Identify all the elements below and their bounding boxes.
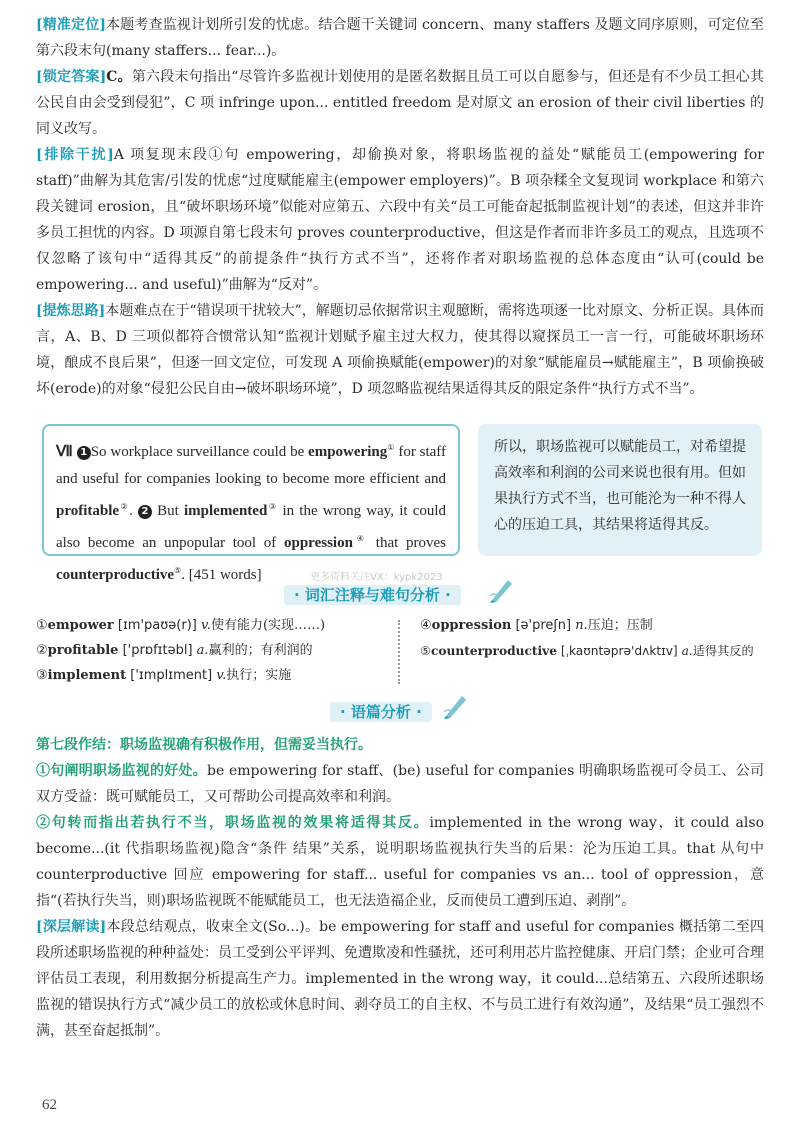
sentence-1-part-c: . — [129, 503, 138, 519]
vocab-def: 执行；实施 — [226, 668, 292, 683]
pen-icon — [442, 692, 468, 720]
vocab-def: 适得其反的 — [692, 644, 754, 658]
sentence-2-part-c: that proves — [368, 535, 447, 551]
answer-letter: C。 — [106, 69, 132, 85]
vocab-num: ③ — [36, 668, 48, 683]
vocab-phonetic: [ˌkaʊntəprə'dʌktɪv] — [560, 644, 678, 658]
deep-reading-text: 本段总结观点，收束全文(So...)。be empowering for staff and useful for companies 概括第二至四段所述职场监视的种种益处：员工受到公平评判、免遭欺凌和性骚扰，还可利用芯片监控健康、开启门禁；企业可合理评估员工表现，利用数据分析提高生产力。implemented in the wrong way，it could...总结第五、六段所述职场监视的错误执行方式“减少员工的放松或休息时间、剥夺员工的自主权、不与员工进行有效沟通”，及结果“员工强烈不满，甚至奋起抵制”。 — [36, 919, 765, 1039]
vocab-item-2 — [36, 639, 313, 663]
vocab-pos: a. — [196, 643, 209, 658]
paragraph-summary — [36, 732, 764, 758]
vocab-num: ① — [36, 618, 48, 633]
vocab-phonetic: [ə'preʃn] — [515, 618, 572, 633]
analysis-2-text: implemented in the wrong way，it could also become...(it 代指职场监视)隐含“条件 结果”关系，说明职场监视执行失当的后果：沦为压迫工具。that 从句中 counterproductive 回应 empowering for staff... useful for companies vs an... tool of oppression，意指“(若执行失当，则)职场监视既不能赋能员工，也无法造福企业，反而使员工遭到压迫、剥削”。 — [36, 815, 764, 909]
analysis-1-head: ①句阐明职场监视的好处。 — [36, 763, 208, 779]
vocab-num: ④ — [420, 618, 432, 633]
exclude-distractors-paragraph — [36, 142, 764, 298]
vocab-pos: v. — [201, 618, 211, 633]
vocab-word: profitable — [47, 643, 119, 658]
lock-answer-tag: [锁定答案] — [36, 69, 107, 85]
vocab-word-oppression: oppression — [284, 535, 353, 551]
sentence-2-part-a: But — [151, 503, 184, 519]
vocab-def: 压迫；压制 — [587, 618, 653, 633]
vocab-def: 赢利的；有利润的 — [208, 643, 313, 658]
vocab-item-1 — [36, 614, 325, 638]
vocab-pos: n. — [575, 618, 588, 633]
note-1: ① — [387, 443, 395, 452]
sentence-2-part-d: . [451 words] — [181, 567, 262, 583]
sentence-1-part-b: for staff and useful for companies looking to become more efficient and — [56, 444, 447, 487]
paragraph-number: Ⅶ — [56, 444, 73, 460]
vocab-pos: v. — [216, 668, 227, 683]
vocab-section-title: · 词汇注释与难句分析 · — [284, 585, 461, 605]
vocab-word: oppression — [431, 618, 512, 633]
note-2: ② — [119, 502, 130, 511]
vocab-num: ② — [36, 643, 48, 658]
note-4: ④ — [352, 534, 369, 543]
sentence-1-part-a: So workplace surveillance could be — [90, 444, 309, 460]
vocab-word: empower — [47, 618, 114, 633]
vocab-phonetic: ['prɒfɪtəbl] — [122, 643, 193, 658]
discourse-section-title: · 语篇分析 · — [330, 702, 432, 722]
analysis-sentence-2 — [36, 810, 764, 914]
vocab-word-profitable: profitable — [56, 503, 120, 519]
analysis-1-text: be empowering for staff、(be) useful for companies 明确职场监视可令员工、公司双方受益：既可赋能员工，又可帮助公司提高效率和利润。 — [36, 763, 764, 805]
vocab-word-counterproductive: counterproductive — [56, 567, 175, 583]
vocab-pos: a. — [681, 644, 693, 658]
refine-thinking-tag: [提炼思路] — [36, 303, 106, 319]
precise-location-paragraph — [36, 12, 764, 64]
note-5: ⑤ — [174, 566, 182, 575]
vocab-word-implemented: implemented — [183, 503, 268, 519]
analysis-sentence-1 — [36, 758, 764, 810]
vocab-def: 使有能力(实现……) — [210, 618, 326, 633]
precise-location-tag: [精准定位] — [36, 17, 106, 33]
page-number: 62 — [42, 1097, 57, 1113]
passage-text — [56, 434, 446, 589]
sentence-1-marker: 1 — [77, 446, 91, 460]
exclude-distractors-tag: [排除干扰] — [36, 147, 114, 163]
vocab-word: counterproductive — [430, 644, 557, 658]
sentence-2-part-b: in the wrong way, it could also become an unpopular tool of — [56, 503, 447, 551]
vocab-word: implement — [47, 668, 127, 683]
lock-answer-paragraph — [36, 64, 764, 142]
precise-location-text: 本题考查监视计划所引发的忧虑。结合题干关键词 concern、many staffers 及题文同序原则，可定位至第六段末句(many staffers... fear...)。 — [36, 17, 764, 59]
refine-thinking-paragraph — [36, 298, 764, 402]
vocab-item-5 — [420, 639, 754, 663]
deep-reading-paragraph — [36, 914, 764, 1044]
deep-reading-tag: [深层解读] — [36, 919, 107, 935]
vocab-num: ⑤ — [420, 644, 431, 658]
refine-thinking-text: 本题难点在于“错误项干扰较大”，解题切忌依据常识主观臆断，需将选项逐一比对原文、分析正误。具体而言，A、B、D 三项似都符合惯常认知“监视计划赋予雇主过大权力，使其得以窥探员工一言一行，可能破坏职场环境，酿成不良后果”，但逐一回文定位，可发现 A 项偷换赋能(empower)的对象“赋能雇员→赋能雇主”，B 项偷换破坏(erode)的对象“侵犯公民自由→破坏职场环境”，D 项忽略监视结果适得其反的限定条件“执行方式不当”。 — [36, 303, 765, 397]
vocab-item-4 — [420, 614, 653, 638]
watermark: 更多资料关注VX：kypk2023 — [310, 572, 443, 583]
analysis-2-head: ②句转而指出若执行不当，职场监视的效果将适得其反。 — [36, 815, 430, 831]
pen-icon — [488, 576, 514, 604]
vocab-phonetic: [ɪm'paʊə(r)] — [117, 618, 197, 633]
note-3: ③ — [267, 502, 278, 511]
vocab-phonetic: ['ɪmplɪment] — [130, 668, 213, 683]
vocab-item-3 — [36, 664, 291, 688]
translation-text: 所以，职场监视可以赋能员工，对希望提高效率和利润的公司来说也很有用。但如果执行方式不当，也可能沦为一种不得人心的压迫工具，其结果将适得其反。 — [494, 439, 746, 533]
summary-text: 第七段作结：职场监视确有积极作用，但需妥当执行。 — [36, 737, 372, 753]
lock-answer-text: 第六段末句指出“尽管许多监视计划使用的是匿名数据且员工可以自愿参与，但还是有不少员工担心其公民自由会受到侵犯”，C 项 infringe upon... entitled freedom 是对原文 an erosion of their civil liberties 的同义改写。 — [36, 69, 765, 137]
vocab-divider — [398, 620, 408, 684]
sentence-2-marker: 2 — [138, 505, 152, 519]
vocab-word-empowering: empowering — [308, 444, 388, 460]
translation-box — [478, 424, 762, 556]
exclude-distractors-text: A 项复现末段①句 empowering，却偷换对象，将职场监视的益处“赋能员工(empowering for staff)”曲解为其危害/引发的忧虑“过度赋能雇主(empower employers)”。B 项杂糅全文复现词 workplace 和第六段关键词 erosion，且“破坏职场环境”似能对应第五、六段中有关“员工可能奋起抵制监视计划”的表述，但这并非许多员工担忧的内容。D 项源自第七段末句 proves counterproductive，但这是作者而非许多员工的观点，且选项不仅忽略了该句中“适得其反”的前提条件“执行方式不当”，还将作者对职场监视的总体态度由“认可(could be empowering... and useful)”曲解为“反对”。 — [36, 147, 764, 293]
